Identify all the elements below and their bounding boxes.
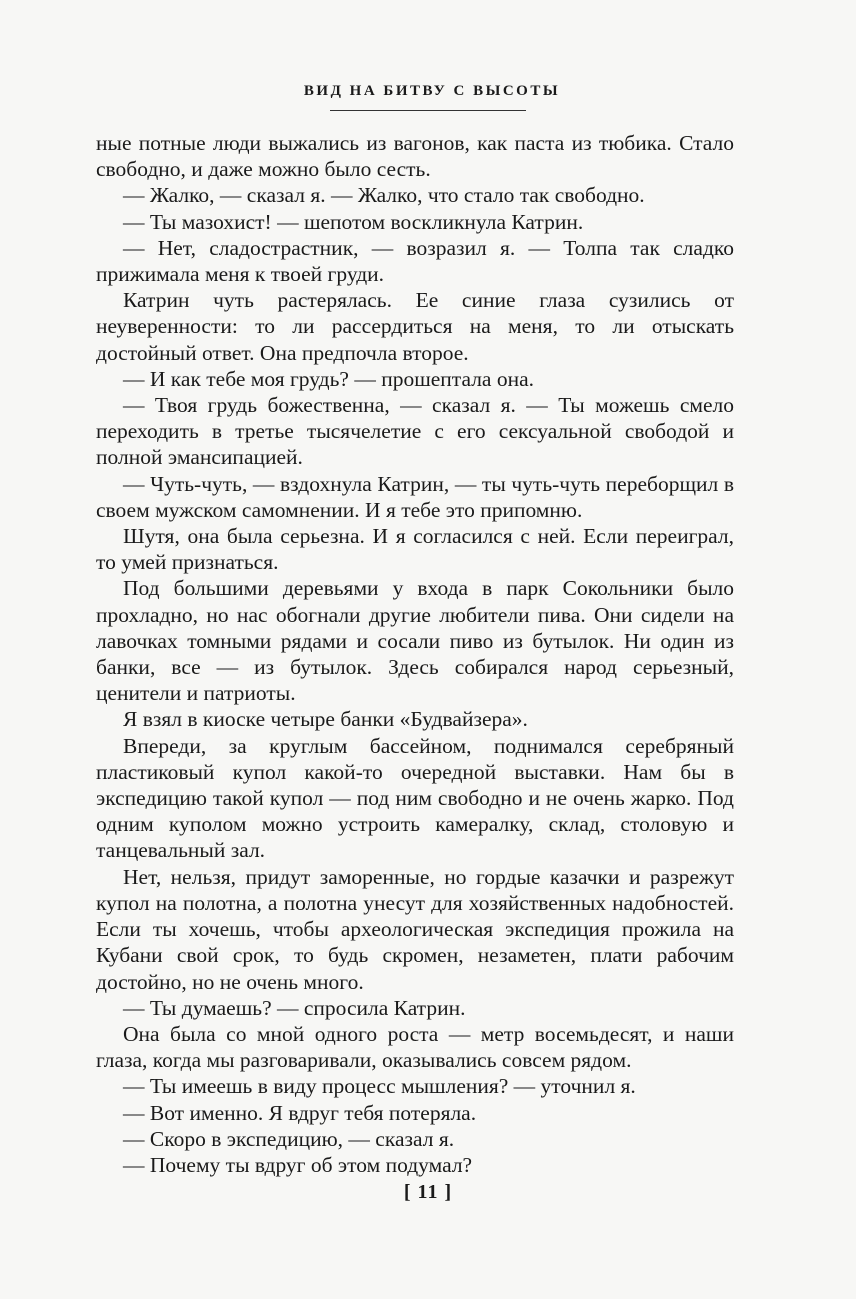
body-text xyxy=(96,130,734,1178)
paragraph: — И как тебе моя грудь? — прошептала она. xyxy=(123,366,535,391)
paragraph: Впереди, за круглым бассейном, поднимался серебряный пластиковый купол какой-то очередной выставки. Нам бы в экспедицию такой купол — под ним свободно и не очень жарко. Под одним куполом можно устроить камералку, склад, столовую и танцевальный зал. xyxy=(96,733,734,863)
paragraph: — Ты имеешь в виду процесс мышления? — уточнил я. xyxy=(123,1074,636,1099)
paragraph: — Ты думаешь? — спросила Катрин. xyxy=(123,995,466,1020)
paragraph: — Жалко, — сказал я. — Жалко, что стало так свободно. xyxy=(123,183,645,208)
paragraph: Шутя, она была серьезна. И я согласился с ней. Если переиграл, то умей признаться. xyxy=(96,524,734,575)
running-head-rule xyxy=(330,110,526,111)
paragraph: — Почему ты вдруг об этом подумал? xyxy=(123,1152,473,1177)
page-number: [ 11 ] xyxy=(403,1181,453,1203)
paragraph: Нет, нельзя, придут заморенные, но гордые казачки и разрежут купол на полотна, а полотна унесут для хозяйственных надобностей. Если ты хочешь, чтобы археологическая экспедиция прожила на Кубани свой срок, то будь скромен, незаметен, плати рабочим достойно, но не очень много. xyxy=(96,864,734,994)
paragraph: — Твоя грудь божественна, — сказал я. — Ты можешь смело переходить в третье тысячелетие с его сексуальной свободой и полной эмансипацией. xyxy=(96,393,734,470)
paragraph: Она была со мной одного роста — метр восемьдесят, и наши глаза, когда мы разговаривали, оказывались совсем рядом. xyxy=(96,1021,734,1073)
running-head: ВИД НА БИТВУ С ВЫСОТЫ xyxy=(303,83,561,99)
paragraph: Катрин чуть растерялась. Ее синие глаза сузились от неуверенности: то ли рассердиться на меня, то ли отыскать достойный ответ. Она предпочла второе. xyxy=(96,288,734,365)
paragraph: ные потные люди выжались из вагонов, как паста из тюбика. Стало свободно, и даже можно было сесть. xyxy=(96,131,734,182)
paragraph: Под большими деревьями у входа в парк Сокольники было прохладно, но нас обогнали другие любители пива. Они сидели на лавочках томными рядами и сосали пиво из бутылок. Ни один из банки, все — из бутылок. Здесь собирался народ серьезный, ценители и патриоты. xyxy=(96,576,734,706)
paragraph: — Чуть-чуть, — вздохнула Катрин, — ты чуть-чуть переборщил в своем мужском самомнении. И я тебе это припомню. xyxy=(96,471,734,522)
paragraph: Я взял в киоске четыре банки «Будвайзера». xyxy=(123,707,528,732)
paragraph: — Скоро в экспедицию, — сказал я. xyxy=(123,1126,455,1151)
paragraph: — Нет, сладострастник, — возразил я. — Толпа так сладко прижимала меня к твоей груди. xyxy=(96,235,734,287)
paragraph: — Вот именно. Я вдруг тебя потеряла. xyxy=(123,1100,477,1125)
paragraph: — Ты мазохист! — шепотом воскликнула Катрин. xyxy=(123,209,584,234)
